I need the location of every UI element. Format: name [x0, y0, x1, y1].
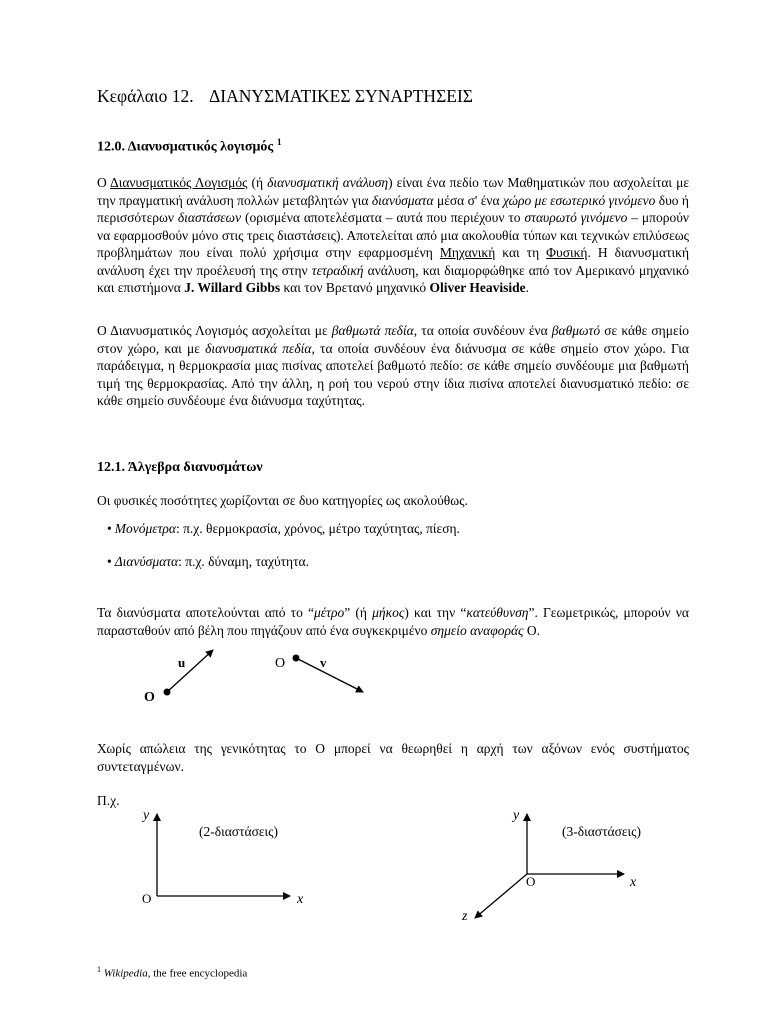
caption-3d: (3-διαστάσεις) [562, 824, 642, 839]
chapter-number: Κεφάλαιο 12. [97, 86, 194, 106]
chapter-name: ΔΙΑΝΥΣΜΑΤΙΚΕΣ ΣΥΝΑΡΤΗΣΕΙΣ [209, 86, 473, 106]
origin-label-v: O [275, 656, 286, 671]
vector-u-arrow [167, 650, 213, 692]
link-physics[interactable]: Φυσική [546, 245, 588, 260]
section-heading-text: 12.0. Διανυσματικός λογισμός [97, 139, 274, 155]
coordinate-axes-figure [0, 800, 768, 930]
section-heading-12-1: 12.1. Άλγεβρα διανυσμάτων [97, 460, 263, 475]
x-label-2d: x [297, 892, 304, 907]
paragraph-origin-coordinate-system: Χωρίς απώλεια της γενικότητας το Ο μπορεί να θεωρηθεί η αρχή των αξόνων ενός συστήματος συντεταγμένων. [97, 741, 689, 774]
footnote-mark: 1 [97, 965, 101, 974]
y-label-3d: y [513, 808, 520, 823]
z-axis-3d [475, 874, 527, 918]
y-label-2d: y [143, 808, 150, 823]
bullet-scalars: • Μονόμετρα: π.χ. θερμοκρασία, χρόνος, μέτρο ταχύτητας, πίεση. [107, 521, 460, 536]
paragraph-quantities-intro: Οι φυσικές ποσότητες χωρίζονται σε δυο κατηγορίες ως ακολούθως. [97, 493, 468, 508]
vector-v-arrow [296, 658, 363, 692]
caption-2d: (2-διαστάσεις) [199, 824, 279, 839]
footnote-source: Wikipedia [103, 967, 148, 980]
bullet-icon: • [107, 521, 112, 536]
vector-v-label: v [320, 655, 327, 670]
z-label-3d: z [462, 909, 468, 924]
footnote-ref[interactable]: 1 [276, 138, 282, 148]
bullet-vectors: • Διανύσματα: π.χ. δύναμη, ταχύτητα. [107, 554, 309, 569]
example-label: Π.χ. [97, 793, 120, 808]
section-heading-12-0 [97, 138, 282, 156]
paragraph-scalar-vector-fields: Ο Διανυσματικός Λογισμός ασχολείται με βαθμωτά πεδία, τα οποία συνδέουν ένα βαθμωτό σε κάθε σημείο στον χώρο, και με διανυσματικά πεδία, τα οποία συνδέουν ένα διάνυσμα σε κάθε σημείο στον χώρο. Για παράδειγμα, η θερμοκρασία μιας πισίνας αποτελεί βαθμωτό πεδίο: σε κάθε σημείο συνδέουμε μια βαθμωτή τιμή της θερμοκρασίας. Από την άλλη, η ροή του νερού στην ίδια πισίνα αποτελεί διανυσματικό πεδίο: σε κάθε σημείο συνδέουμε ένα διάνυσμα ταχύτητας. [97, 323, 690, 408]
footnote [97, 965, 247, 980]
link-mechanics[interactable]: Μηχανική [439, 245, 496, 260]
paragraph-vector-representation: Τα διανύσματα αποτελούνται από το “μέτρο” (ή μήκος) και την “κατεύθυνση”. Γεωμετρικώς, μπορούν να παρασταθούν από βέλη που πηγάζουν από ένα συγκεκριμένο σημείο αναφοράς Ο. [97, 605, 689, 638]
bullet-icon: • [107, 554, 112, 569]
link-vector-calculus[interactable]: Διανυσματικός Λογισμός [110, 175, 248, 190]
origin-label-u: O [144, 690, 155, 705]
x-label-3d: x [630, 875, 637, 890]
vector-arrows-figure [0, 640, 768, 710]
origin-label-2d: O [142, 891, 152, 906]
paragraph-vector-calculus-definition: Ο Διανυσματικός Λογισμός (ή διανυσματική ανάλυση) είναι ένα πεδίο των Μαθηματικών που ασχολείται με την πραγματική ανάλυση πολλών μεταβλητών για διανύσματα μέσα σ' ένα χώρο με εσωτερικό γινόμενο δυο ή περισσότερων διαστάσεων (ορισμένα αποτελέσματα – αυτά που περιέχουν το σταυρωτό γινόμενο – μπορούν να εφαρμοσθούν μόνο στις τρεις διαστάσεις). Αποτελείται από μια ακολουθία τύπων και τεχνικών επιλύσεως προβλημάτων που είναι πολύ χρήσιμα στην εφαρμοσμένη Μηχανική και τη Φυσική. Η διανυσματική ανάλυση έχει την προέλευσή της στην τετραδική ανάλυση, και διαμορφώθηκε από τον Αμερικανό μηχανικό και επιστήμονα J. Willard Gibbs και τον Βρετανό μηχανικό Oliver Heaviside. [97, 175, 690, 295]
vector-u-label: u [178, 655, 186, 670]
footnote-rest: , the free encyclopedia [147, 967, 248, 980]
chapter-title [97, 86, 473, 107]
origin-label-3d: O [526, 874, 536, 889]
